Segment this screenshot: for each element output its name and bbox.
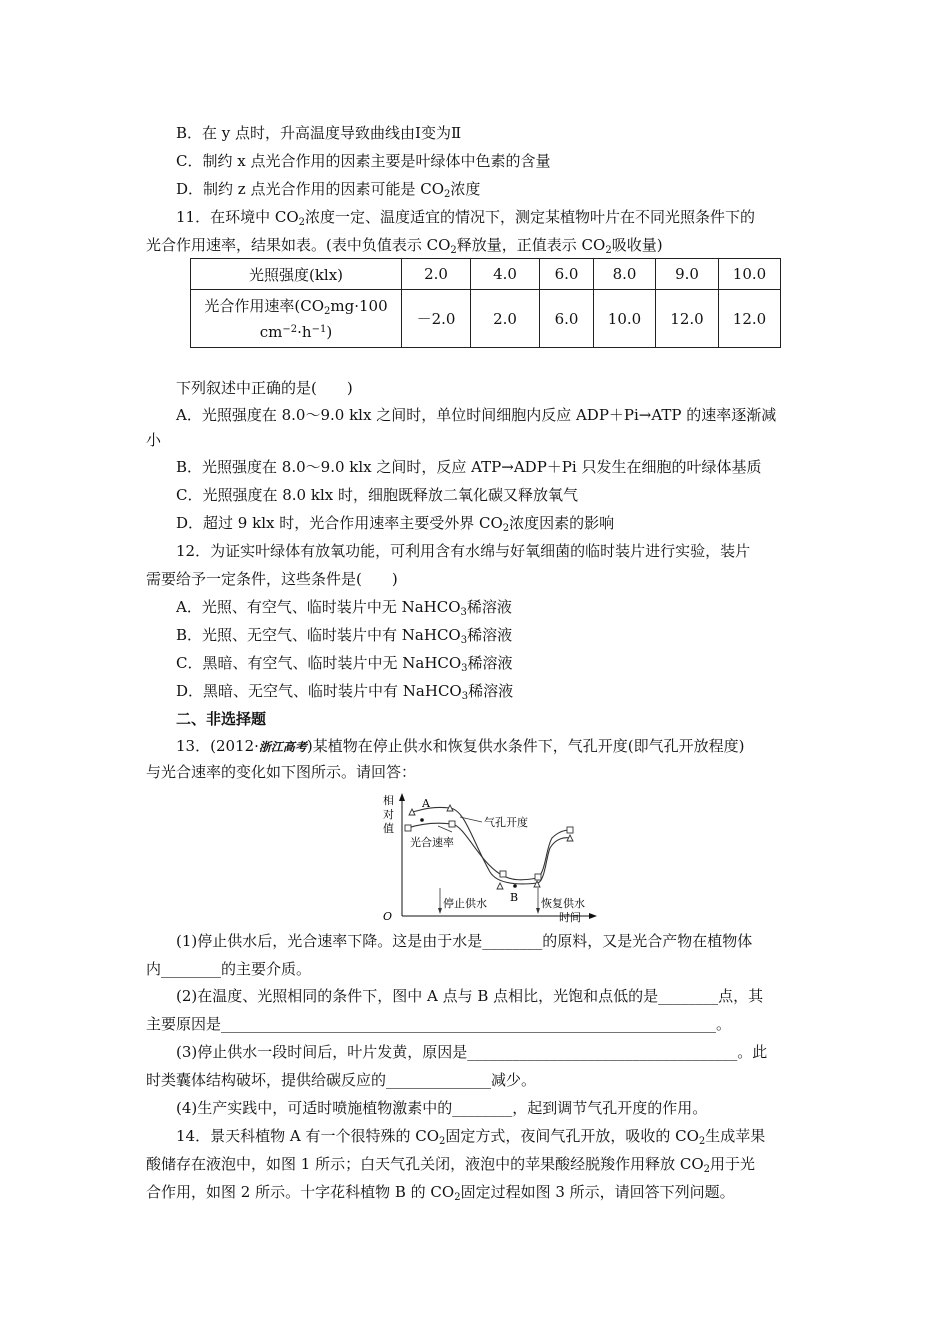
table-cell: 12.0 [719,290,781,348]
q11-option-a-line2: 小 [146,431,162,449]
stomata-label: 气孔开度 [484,816,528,829]
table-header-light: 光照强度(klx) [191,259,402,290]
q13-figure [360,790,600,925]
square-marker [535,874,541,880]
restore-water-label: 恢复供水 [541,897,585,910]
table-cell: 6.0 [540,259,594,290]
table-cell: 4.0 [471,259,540,290]
q12-option-c: C．黑暗、有空气、临时装片中无 NaHCO$_3$稀溶液 [176,654,513,674]
table-cell: －2.0 [402,290,471,348]
table-cell: 2.0 [471,290,540,348]
q13-part3-line1: (3)停止供水一段时间后，叶片发黄，原因是____________________________________。此 [176,1043,768,1061]
stop-water-label: 停止供水 [443,897,487,910]
table-cell: 12.0 [656,290,719,348]
q12-option-d: D．黑暗、无空气、临时装片中有 NaHCO$_3$稀溶液 [176,682,514,702]
square-marker [567,827,573,833]
q11-option-b: B．光照强度在 8.0～9.0 klx 之间时，反应 ATP→ADP＋Pi 只发生在细胞的叶绿体基质 [176,458,762,476]
x-axis-label: 时间 [559,911,581,924]
y-axis-label-1: 相 [383,794,394,807]
q11-option-d: D．超过 9 klx 时，光合作用速率主要受外界 $CO_2$浓度因素的影响 [176,514,615,534]
square-marker [500,871,506,877]
q10-option-b: B．在 y 点时，升高温度导致曲线由Ⅰ变为Ⅱ [176,124,462,142]
x-axis-arrow [589,913,597,919]
point-b-label: B [510,891,519,904]
y-axis-arrow [399,793,405,801]
triangle-marker [497,883,503,889]
q11-stem-line2: 光合作用速率，结果如表。(表中负值表示 $CO_2$释放量，正值表示 $CO_2$吸收量) [146,236,663,256]
q13-part4: (4)生产实践中，可适时喷施植物激素中的________，起到调节气孔开度的作用。 [176,1099,708,1117]
square-marker [449,821,455,827]
table-cell: 8.0 [594,259,656,290]
q11-data-table [190,258,781,348]
q11-option-a-line1: A．光照强度在 8.0～9.0 klx 之间时，单位时间细胞内反应 ADP＋Pi→ATP 的速率逐渐减 [176,406,777,424]
q12-option-b: B．光照、无空气、临时装片中有 NaHCO$_3$稀溶液 [176,626,513,646]
q13-part2-line2: 主要原因是__________________________________________________________________。 [146,1015,732,1033]
q12-stem-line1: 12．为证实叶绿体有放氧功能，可利用含有水绵与好氧细菌的临时装片进行实验，装片 [176,542,751,560]
q13-stem-line2: 与光合速率的变化如下图所示。请回答： [146,763,417,781]
table-row-light [191,259,781,290]
photosynthesis-label: 光合速率 [410,836,454,849]
table-cell: 6.0 [540,290,594,348]
q10-option-c: C．制约 x 点光合作用的因素主要是叶绿体中色素的含量 [176,152,551,170]
q11-question: 下列叙述中正确的是( ) [176,379,353,397]
q13-part1-line2: 内________的主要介质。 [146,960,312,978]
q14-stem-line3: 合作用，如图 2 所示。十字花科植物 B 的 $CO_2$固定过程如图 3 所示，请回答下列问题。 [146,1183,735,1203]
stop-water-arrowhead [438,908,442,914]
q14-stem-line2: 酸储存在液泡中，如图 1 所示；白天气孔关闭，液泡中的苹果酸经脱羧作用释放 $CO_2$用于光 [146,1155,756,1175]
source-label: 浙江高考 [258,740,307,754]
table-header-rate: 光合作用速率($CO_2mg\cdot 100$ $cm^{-2}\cdot h^{-1}$) [191,290,402,348]
table-cell: 10.0 [594,290,656,348]
q13-part1-line1: (1)停止供水后，光合速率下降。这是由于水是________的原料，又是光合产物在植物体 [176,932,753,950]
y-axis-label-3: 值 [383,822,394,835]
origin-label: O [382,910,392,923]
square-marker [405,825,411,831]
table-cell: 9.0 [656,259,719,290]
q14-stem-line1: 14．景天科植物 A 有一个很特殊的 $CO_2$固定方式，夜间气孔开放，吸收的 $CO_2$生成苹果 [176,1127,766,1147]
q10-option-d: D．制约 z 点光合作用的因素可能是 $CO_2$浓度 [176,180,481,200]
section-heading: 二、非选择题 [176,710,267,728]
q12-stem-line2: 需要给予一定条件，这些条件是( ) [146,570,398,588]
q13-part2-line1: (2)在温度、光照相同的条件下，图中 A 点与 B 点相比，光饱和点低的是________点，其 [176,987,764,1005]
q12-option-a: A．光照、有空气、临时装片中无 NaHCO$_3$稀溶液 [176,598,512,618]
table-row-rate [191,290,781,348]
q13-stem-line1: 13．(2012·浙江高考)某植物在停止供水和恢复供水条件下，气孔开度(即气孔开放程度) [176,737,745,755]
point-b-dot [513,884,517,888]
point-a-dot [420,818,424,822]
table-cell: 10.0 [719,259,781,290]
point-a-label: A [422,797,430,810]
q13-part3-line2: 时类囊体结构破坏，提供给碳反应的______________减少。 [146,1071,537,1089]
q11-option-c: C．光照强度在 8.0 klx 时，细胞既释放二氧化碳又释放氧气 [176,486,578,504]
table-cell: 2.0 [402,259,471,290]
restore-water-arrowhead [536,908,540,914]
y-axis-label-2: 对 [383,808,394,821]
q11-stem-line1: 11．在环境中 $CO_2$浓度一定、温度适宜的情况下，测定某植物叶片在不同光照条件下的 [176,208,756,228]
